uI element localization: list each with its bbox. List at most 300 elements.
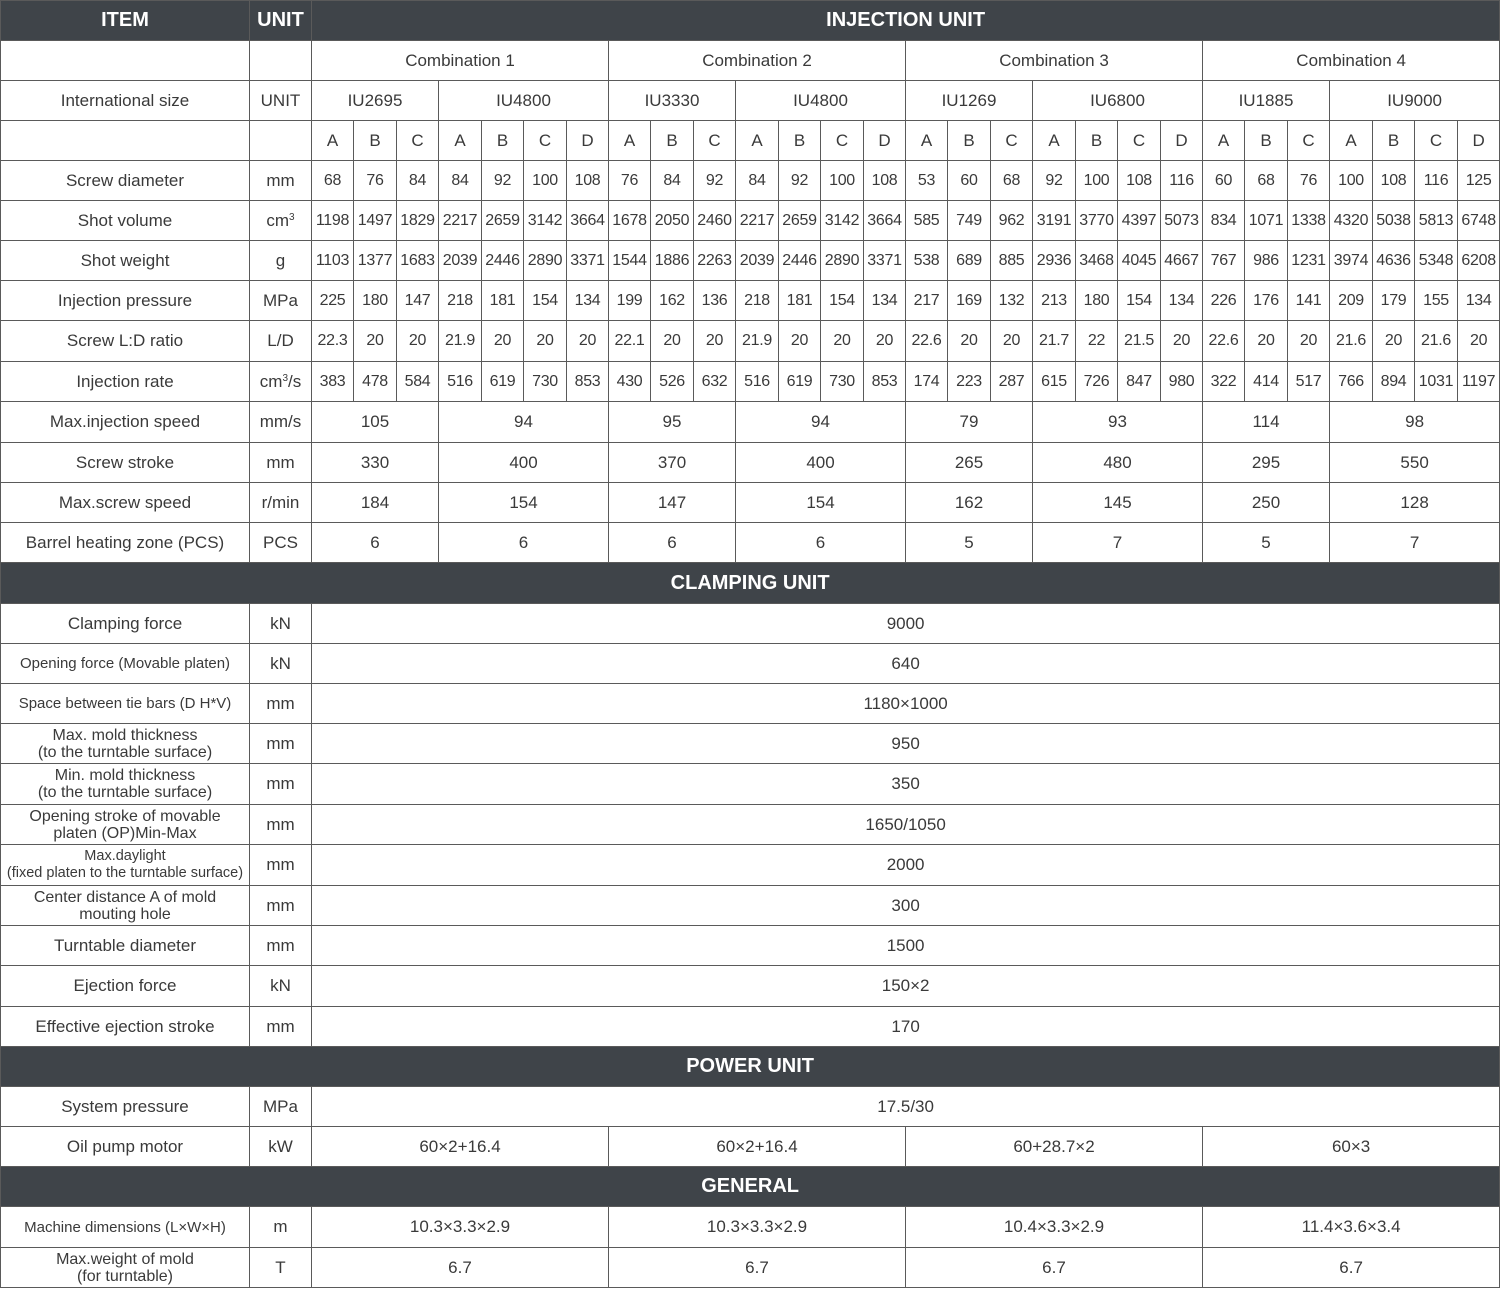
value-cell: 217 [906,281,948,321]
value-cell: 478 [354,362,397,402]
two-line-label [1,848,249,882]
value-cell: 169 [948,281,991,321]
screw-letter-b: B [779,121,821,161]
row-label: Machine dimensions (L×W×H) [1,1207,250,1248]
injection-row [1,362,1500,402]
row-label: Screw stroke [1,443,250,483]
clamping-unit-row [1,563,1500,604]
value-cell: 1544 [609,241,651,281]
value-cell: 22.3 [312,321,354,362]
value-cell: 986 [1245,241,1288,281]
value-cell: 632 [694,362,736,402]
screw-letter-d: D [567,121,609,161]
value-cell: 20 [948,321,991,362]
power-unit-row [1,1047,1500,1087]
clamping-value: 950 [312,724,1500,764]
value-cell: 213 [1033,281,1076,321]
unit-cell: mm [250,926,312,966]
international-size-label: International size [1,81,250,121]
value-cell: 84 [736,161,779,201]
value-cell: 136 [694,281,736,321]
combination-value: 10.4×3.3×2.9 [906,1207,1203,1248]
value-cell: 3371 [567,241,609,281]
value-cell: 1886 [651,241,694,281]
screw-letter-row [1,121,1500,161]
value-cell: 3974 [1330,241,1373,281]
value-cell: 84 [397,161,439,201]
screw-letter-a: A [1033,121,1076,161]
screw-letter-a: A [312,121,354,161]
value-cell: 3191 [1033,201,1076,241]
label-line-1: Max.weight of mold [56,1250,194,1268]
value-cell: 108 [1373,161,1415,201]
value-cell: 116 [1415,161,1458,201]
clamping-value: 2000 [312,845,1500,886]
size-iu4800: IU4800 [439,81,609,121]
value-cell: 180 [1076,281,1118,321]
group-value-cell: 5 [906,523,1033,563]
value-cell: 100 [1330,161,1373,201]
value-cell: 5348 [1415,241,1458,281]
clamping-row [1,604,1500,644]
combination-row [1,41,1500,81]
row-label [1,764,250,805]
row-label: Screw diameter [1,161,250,201]
row-label [1,1248,250,1288]
value-cell: 20 [991,321,1033,362]
combination-value: 6.7 [609,1248,906,1288]
clamping-value: 350 [312,764,1500,805]
screw-letter-d: D [1458,121,1500,161]
value-cell: 20 [779,321,821,362]
value-cell: 100 [524,161,567,201]
group-value-cell: 154 [736,483,906,523]
value-cell: 3664 [567,201,609,241]
group-value-cell: 370 [609,443,736,483]
unit-text: cm [259,371,283,391]
unit-cell: T [250,1248,312,1288]
row-label [1,805,250,845]
value-cell: 84 [651,161,694,201]
screw-letter-b: B [482,121,524,161]
general-header: GENERAL [1,1167,1500,1207]
clamping-row [1,644,1500,684]
value-cell: 430 [609,362,651,402]
screw-letter-d: D [864,121,906,161]
unit-text: mm [266,170,295,190]
value-cell: 20 [567,321,609,362]
unit-cell: kN [250,604,312,644]
value-cell: 4636 [1373,241,1415,281]
clamping-value: 150×2 [312,966,1500,1007]
value-cell: 92 [1033,161,1076,201]
group-value-cell: 94 [439,402,609,443]
group-value-cell: 550 [1330,443,1500,483]
value-cell: 21.6 [1330,321,1373,362]
value-cell: 3664 [864,201,906,241]
size-iu3330: IU3330 [609,81,736,121]
unit-cell: mm [250,886,312,926]
two-line-label [1,889,249,923]
value-cell: 980 [1161,362,1203,402]
value-cell: 1829 [397,201,439,241]
value-cell: 1683 [397,241,439,281]
value-cell: 3142 [821,201,864,241]
injection-row [1,201,1500,241]
group-value-cell: 105 [312,402,439,443]
unit-cell: kN [250,644,312,684]
international-size-row [1,81,1500,121]
unit-cell: mm [250,724,312,764]
value-cell: 1103 [312,241,354,281]
machine-dimensions-row [1,1207,1500,1248]
row-label: Ejection force [1,966,250,1007]
system-pressure-row [1,1087,1500,1127]
value-cell: 141 [1288,281,1330,321]
group-value-cell: 5 [1203,523,1330,563]
group-value-cell: 94 [736,402,906,443]
clamping-value: 170 [312,1007,1500,1047]
value-cell: 21.7 [1033,321,1076,362]
value-cell: 92 [694,161,736,201]
value-cell: 20 [694,321,736,362]
combination-value: 10.3×3.3×2.9 [312,1207,609,1248]
combination-value: 11.4×3.6×3.4 [1203,1207,1500,1248]
screw-letter-a: A [1203,121,1245,161]
size-iu4800: IU4800 [736,81,906,121]
value-cell: 209 [1330,281,1373,321]
clamping-row [1,886,1500,926]
size-iu2695: IU2695 [312,81,439,121]
grouped-row [1,483,1500,523]
group-value-cell: 114 [1203,402,1330,443]
value-cell: 21.9 [439,321,482,362]
value-cell: 3770 [1076,201,1118,241]
value-cell: 225 [312,281,354,321]
value-cell: 516 [439,362,482,402]
value-cell: 287 [991,362,1033,402]
value-cell: 2460 [694,201,736,241]
value-cell: 84 [439,161,482,201]
label-line-1: Max. mold thickness [52,726,198,744]
power-unit-header: POWER UNIT [1,1047,1500,1087]
row-label [1,886,250,926]
unit-cell: PCS [250,523,312,563]
value-cell: 1338 [1288,201,1330,241]
injection-row [1,241,1500,281]
screw-letter-a: A [609,121,651,161]
row-label [1,724,250,764]
value-cell: 584 [397,362,439,402]
value-cell: 619 [482,362,524,402]
screw-letter-a: A [906,121,948,161]
unit-tail: /s [288,371,302,391]
value-cell: 125 [1458,161,1500,201]
value-cell: 154 [524,281,567,321]
value-cell: 108 [864,161,906,201]
injection-unit-header: INJECTION UNIT [312,1,1500,41]
group-value-cell: 330 [312,443,439,483]
value-cell: 53 [906,161,948,201]
combination-value: 60×3 [1203,1127,1500,1167]
group-value-cell: 154 [439,483,609,523]
value-cell: 92 [482,161,524,201]
group-value-cell: 128 [1330,483,1500,523]
unit-cell: mm [250,805,312,845]
group-value-cell: 265 [906,443,1033,483]
value-cell: 885 [991,241,1033,281]
combination-4: Combination 4 [1203,41,1500,81]
value-cell: 116 [1161,161,1203,201]
value-cell: 2936 [1033,241,1076,281]
row-label: Effective ejection stroke [1,1007,250,1047]
unit-cell [250,321,312,362]
combination-value: 6.7 [906,1248,1203,1288]
group-value-cell: 95 [609,402,736,443]
value-cell: 223 [948,362,991,402]
value-cell: 1197 [1458,362,1500,402]
injection-row [1,161,1500,201]
clamping-value: 1180×1000 [312,684,1500,724]
value-cell: 218 [736,281,779,321]
value-cell: 22 [1076,321,1118,362]
value-cell: 226 [1203,281,1245,321]
value-cell: 181 [482,281,524,321]
value-cell: 100 [821,161,864,201]
value-cell: 162 [651,281,694,321]
value-cell: 60 [1203,161,1245,201]
unit-header: UNIT [250,1,312,41]
row-label: Oil pump motor [1,1127,250,1167]
value-cell: 6748 [1458,201,1500,241]
value-cell: 92 [779,161,821,201]
value-cell: 516 [736,362,779,402]
value-cell: 20 [354,321,397,362]
value-cell: 20 [1245,321,1288,362]
letter-item-cell [1,121,250,161]
value-cell: 134 [1161,281,1203,321]
value-cell: 853 [567,362,609,402]
value-cell: 20 [651,321,694,362]
size-iu6800: IU6800 [1033,81,1203,121]
value-cell: 60 [948,161,991,201]
screw-letter-c: C [397,121,439,161]
value-cell: 5813 [1415,201,1458,241]
screw-letter-b: B [1373,121,1415,161]
value-cell: 619 [779,362,821,402]
unit-cell: mm [250,443,312,483]
combination-unit-cell [250,41,312,81]
value-cell: 726 [1076,362,1118,402]
screw-letter-a: A [736,121,779,161]
value-cell: 1231 [1288,241,1330,281]
label-line-1: Min. mold thickness [54,767,196,784]
value-cell: 4320 [1330,201,1373,241]
value-cell: 1377 [354,241,397,281]
value-cell: 322 [1203,362,1245,402]
group-value-cell: 145 [1033,483,1203,523]
value-cell: 3371 [864,241,906,281]
unit-cell: mm [250,845,312,886]
clamping-row [1,926,1500,966]
unit-text: g [275,250,286,270]
unit-cell: kN [250,966,312,1007]
value-cell: 2039 [736,241,779,281]
combination-1: Combination 1 [312,41,609,81]
group-value-cell: 162 [906,483,1033,523]
value-cell: 180 [354,281,397,321]
value-cell: 218 [439,281,482,321]
value-cell: 134 [864,281,906,321]
group-value-cell: 400 [439,443,609,483]
value-cell: 538 [906,241,948,281]
row-label: Max.injection speed [1,402,250,443]
value-cell: 20 [821,321,864,362]
group-value-cell: 79 [906,402,1033,443]
screw-letter-c: C [991,121,1033,161]
letter-unit-cell [250,121,312,161]
screw-letter-c: C [821,121,864,161]
unit-text: L/D [267,331,294,350]
combination-item-cell [1,41,250,81]
value-cell: 5038 [1373,201,1415,241]
value-cell: 2890 [821,241,864,281]
grouped-row [1,523,1500,563]
group-value-cell: 147 [609,483,736,523]
value-cell: 1678 [609,201,651,241]
value-cell: 76 [1288,161,1330,201]
oil-pump-row [1,1127,1500,1167]
header-row [1,1,1500,41]
row-label: Shot volume [1,201,250,241]
combination-value: 6.7 [1203,1248,1500,1288]
value-cell: 1071 [1245,201,1288,241]
item-header: ITEM [1,1,250,41]
value-cell: 76 [609,161,651,201]
value-cell: 1497 [354,201,397,241]
screw-letter-a: A [439,121,482,161]
value-cell: 749 [948,201,991,241]
size-iu1885: IU1885 [1203,81,1330,121]
value-cell: 615 [1033,362,1076,402]
unit-cell [250,241,312,281]
value-cell: 689 [948,241,991,281]
combination-value: 10.3×3.3×2.9 [609,1207,906,1248]
group-value-cell: 6 [439,523,609,563]
value-cell: 894 [1373,362,1415,402]
grouped-row [1,402,1500,443]
value-cell: 2050 [651,201,694,241]
value-cell: 154 [1118,281,1161,321]
grouped-row [1,443,1500,483]
value-cell: 154 [821,281,864,321]
unit-cell: r/min [250,483,312,523]
unit-cell: MPa [250,1087,312,1127]
group-value-cell: 6 [609,523,736,563]
value-cell: 134 [567,281,609,321]
value-cell: 2217 [439,201,482,241]
value-cell: 847 [1118,362,1161,402]
value-cell: 4667 [1161,241,1203,281]
value-cell: 176 [1245,281,1288,321]
group-value-cell: 400 [736,443,906,483]
row-label [1,845,250,886]
value-cell: 76 [354,161,397,201]
value-cell: 22.6 [906,321,948,362]
value-cell: 108 [1118,161,1161,201]
mold-weight-row [1,1248,1500,1288]
value-cell: 5073 [1161,201,1203,241]
label-line-1: Center distance A of mold [33,888,217,906]
value-cell: 20 [1458,321,1500,362]
row-label: Barrel heating zone (PCS) [1,523,250,563]
value-cell: 179 [1373,281,1415,321]
value-cell: 1031 [1415,362,1458,402]
group-value-cell: 7 [1330,523,1500,563]
screw-letter-c: C [524,121,567,161]
value-cell: 766 [1330,362,1373,402]
two-line-label [1,1251,249,1285]
label-line-2: (to the turntable surface) [37,784,213,801]
screw-letter-c: C [1415,121,1458,161]
clamping-unit-header: CLAMPING UNIT [1,563,1500,604]
value-cell: 174 [906,362,948,402]
value-cell: 585 [906,201,948,241]
screw-letter-b: B [1245,121,1288,161]
label-line-2: (to the turntable surface) [37,743,213,761]
label-line-1: Max.daylight [84,848,166,864]
value-cell: 132 [991,281,1033,321]
unit-text: MPa [263,290,298,310]
clamping-row [1,1007,1500,1047]
value-cell: 21.9 [736,321,779,362]
unit-text: cm [266,210,290,230]
unit-cell: mm [250,1007,312,1047]
value-cell: 3468 [1076,241,1118,281]
unit-cell: kW [250,1127,312,1167]
injection-row [1,321,1500,362]
clamping-value: 9000 [312,604,1500,644]
unit-cell: mm/s [250,402,312,443]
value-cell: 2039 [439,241,482,281]
row-label: Max.screw speed [1,483,250,523]
screw-letter-b: B [651,121,694,161]
combination-3: Combination 3 [906,41,1203,81]
clamping-row [1,845,1500,886]
unit-cell [250,281,312,321]
value-cell: 108 [567,161,609,201]
value-cell: 20 [1288,321,1330,362]
two-line-label [1,808,249,842]
value-cell: 20 [864,321,906,362]
two-line-label [1,727,249,761]
clamping-row [1,966,1500,1007]
value-cell: 68 [1245,161,1288,201]
value-cell: 22.6 [1203,321,1245,362]
value-cell: 199 [609,281,651,321]
value-cell: 3142 [524,201,567,241]
value-cell: 4397 [1118,201,1161,241]
value-cell: 22.1 [609,321,651,362]
row-label: Screw L:D ratio [1,321,250,362]
value-cell: 730 [524,362,567,402]
general-row [1,1167,1500,1207]
value-cell: 68 [312,161,354,201]
value-cell: 2890 [524,241,567,281]
screw-letter-c: C [1288,121,1330,161]
row-label: Turntable diameter [1,926,250,966]
value-cell: 834 [1203,201,1245,241]
